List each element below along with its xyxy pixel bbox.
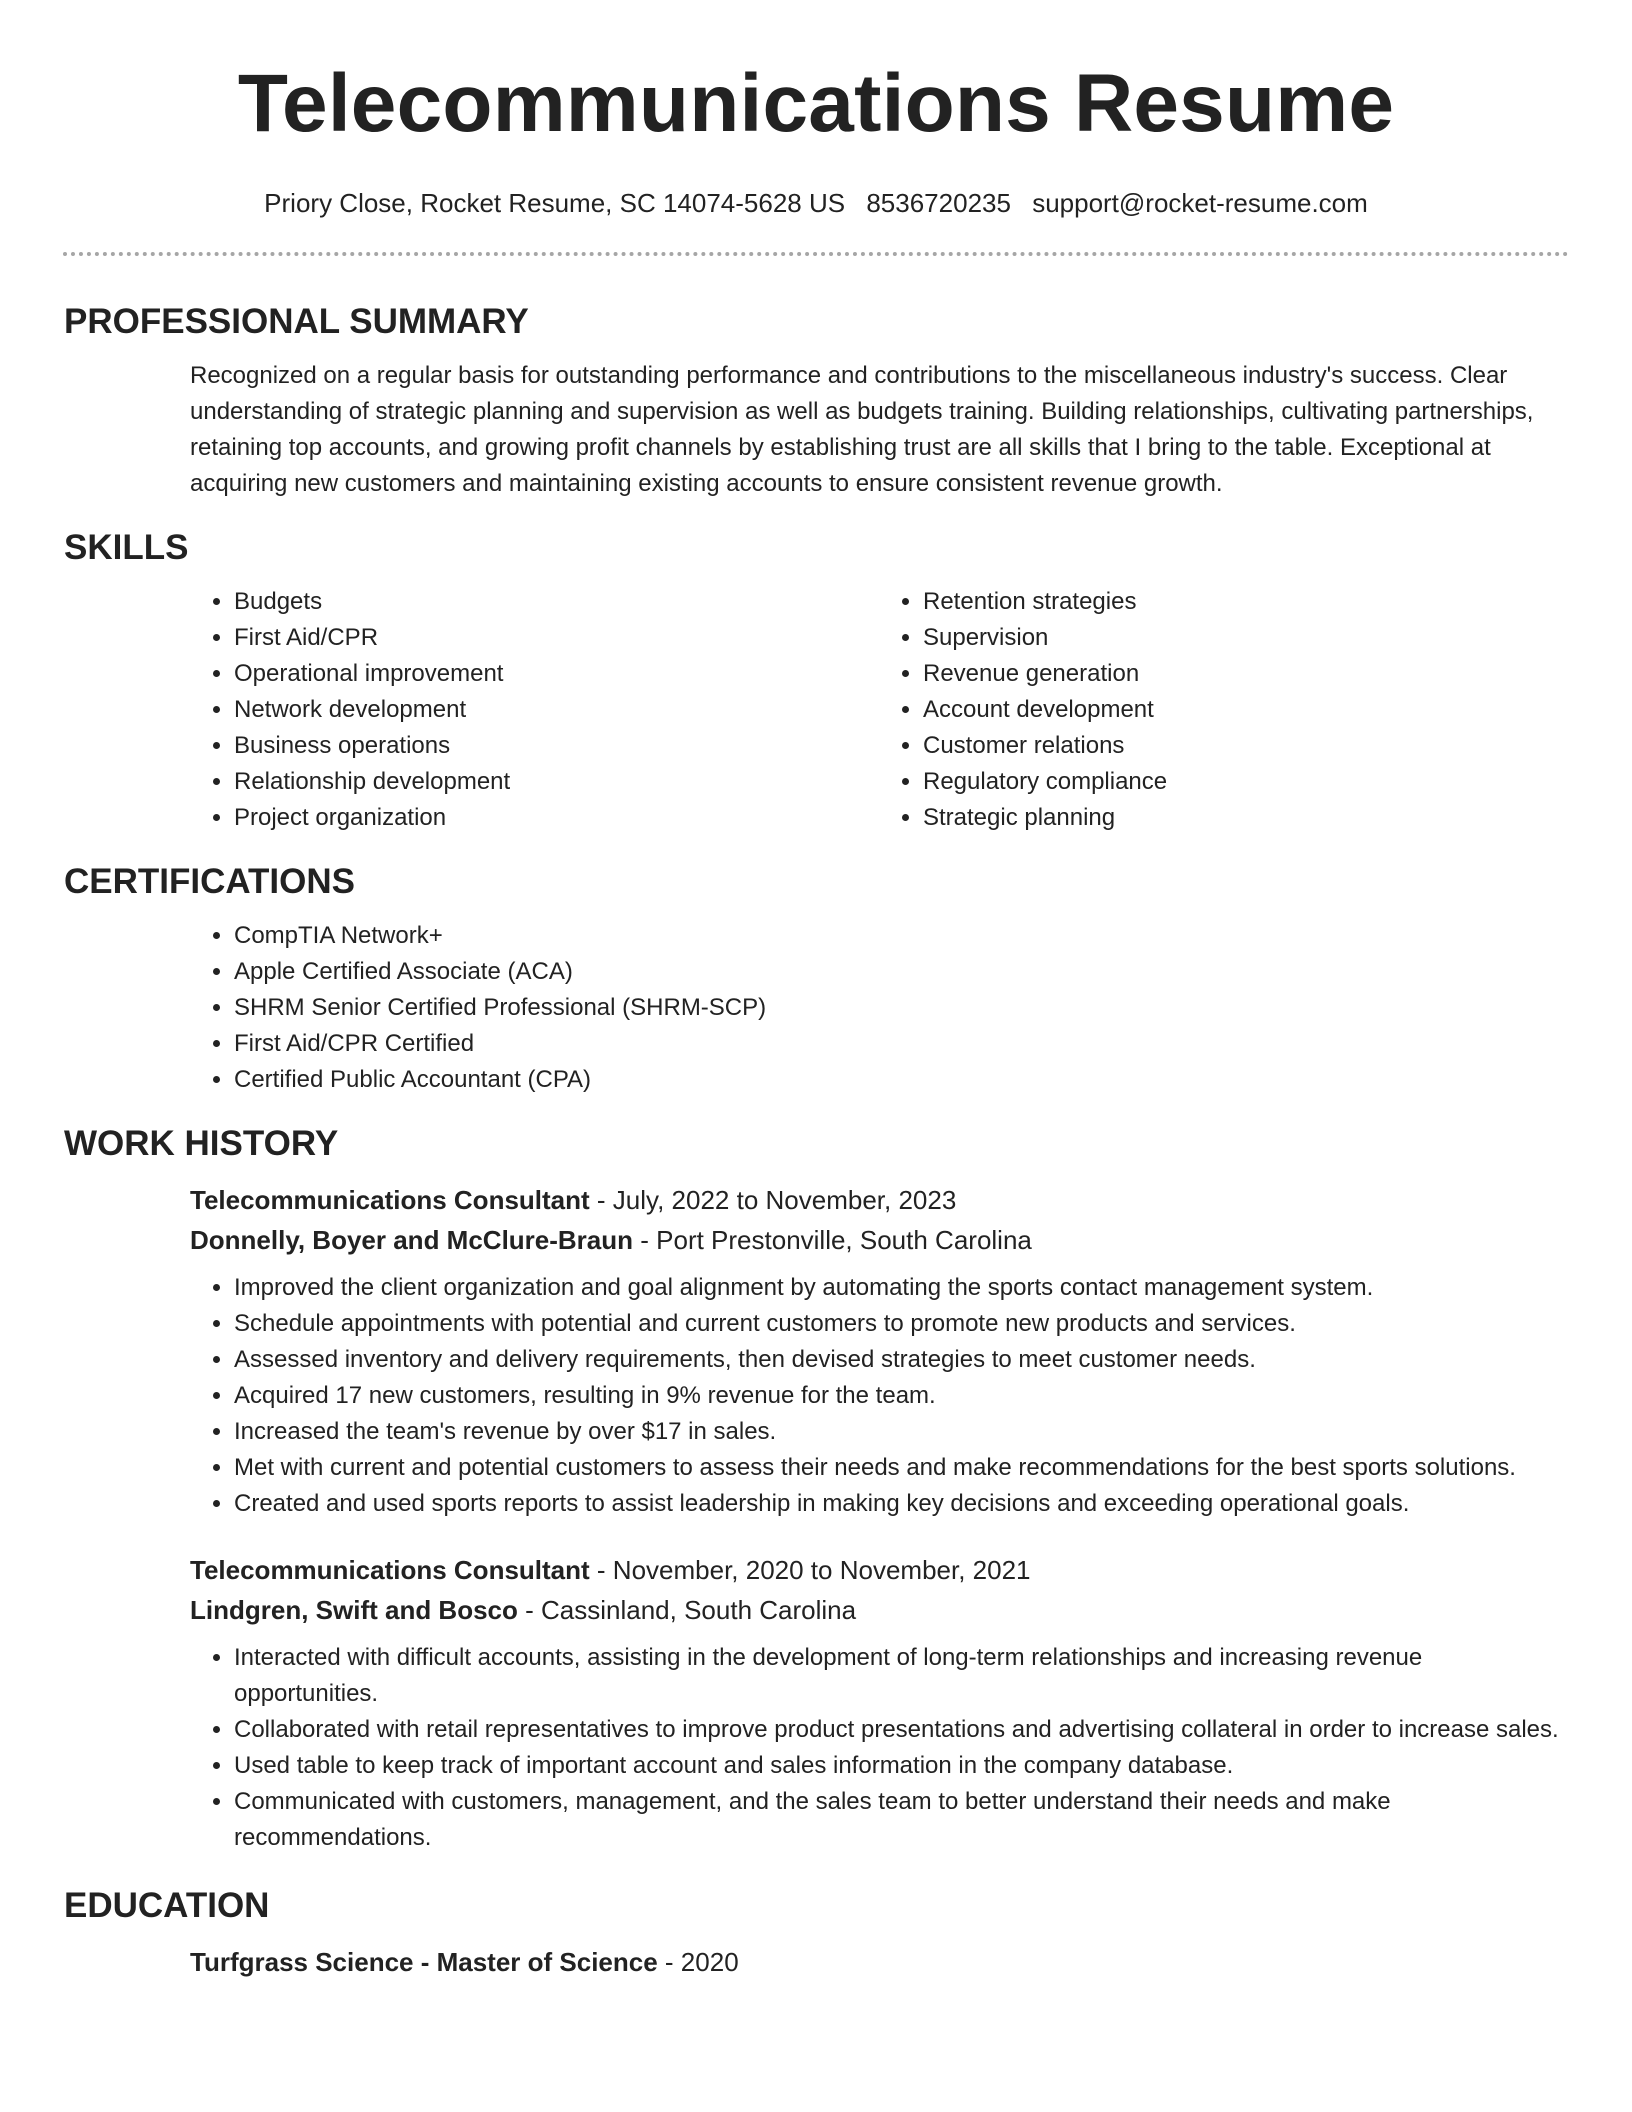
skill-item: • Network development [234,692,879,728]
skill-item: • Supervision [923,620,1568,656]
skill-item: • First Aid/CPR [234,620,879,656]
certifications-heading: CERTIFICATIONS [64,862,356,901]
contact-line [0,188,1632,218]
job-bullet: • Assessed inventory and delivery requirements, then devised strategies to meet customer needs. [234,1342,1568,1378]
education-year: - 2020 [657,1947,739,1977]
certification-item: • First Aid/CPR Certified [234,1026,1568,1062]
summary-heading: PROFESSIONAL SUMMARY [64,302,529,341]
skill-item: • Revenue generation [923,656,1568,692]
skill-item: • Business operations [234,728,879,764]
job-bullet: • Used table to keep track of important account and sales information in the company database. [234,1748,1568,1784]
skill-item: • Project organization [234,800,879,836]
skill-item: • Regulatory compliance [923,764,1568,800]
job-dates: - November, 2020 to November, 2021 [589,1555,1031,1585]
job-bullet: • Met with current and potential customers to assess their needs and make recommendations for the best sports solutions. [234,1450,1568,1486]
job-title: Telecommunications Consultant [190,1555,590,1585]
job-location: - Port Prestonville, South Carolina [633,1225,1032,1255]
job-title-line [190,1180,1568,1220]
work-heading: WORK HISTORY [64,1124,339,1163]
summary-text: Recognized on a regular basis for outstanding performance and contributions to the miscellaneous industry's success. Clear understanding of strategic planning and supervision as well as budgets training. Building relationships, cultivating partnerships, retaining top accounts, and growing profit channels by establishing trust are all skills that I bring to the table. Exceptional at acquiring new customers and maintaining existing accounts to ensure consistent revenue growth. [190,362,1534,497]
resume-header [0,0,1632,218]
education-heading: EDUCATION [64,1886,270,1925]
work-section [64,1122,1568,1856]
skill-item: • Strategic planning [923,800,1568,836]
job-bullet: • Acquired 17 new customers, resulting in 9% revenue for the team. [234,1378,1568,1414]
skill-item: • Account development [923,692,1568,728]
certification-item: • CompTIA Network+ [234,918,1568,954]
job-bullets [190,1640,1568,1856]
education-body [190,1942,1568,1982]
work-body [190,1180,1568,1856]
skill-item: • Operational improvement [234,656,879,692]
certifications-list [190,918,1568,1098]
certification-item: • SHRM Senior Certified Professional (SHRM-SCP) [234,990,1568,1026]
job-dates: - July, 2022 to November, 2023 [589,1185,957,1215]
resume-title: Telecommunications Resume [237,58,1395,149]
skill-item: • Relationship development [234,764,879,800]
skill-item: • Customer relations [923,728,1568,764]
job-company-line [190,1590,1568,1630]
contact-address: Priory Close, Rocket Resume, SC 14074-5628 US [264,188,846,218]
job-bullet: • Communicated with customers, management, and the sales team to better understand their needs and make recommendations. [234,1784,1568,1856]
education-line [190,1942,1568,1982]
skill-item: • Retention strategies [923,584,1568,620]
certifications-body [190,918,1568,1098]
header-divider [63,252,1569,256]
job-title-line [190,1550,1568,1590]
education-degree: Turfgrass Science - Master of Science [190,1947,658,1977]
certification-item: • Certified Public Accountant (CPA) [234,1062,1568,1098]
skills-heading: SKILLS [64,528,189,567]
contact-email: support@rocket-resume.com [1032,188,1368,218]
skills-section [64,526,1568,836]
job-entry [190,1550,1568,1856]
certifications-section [64,860,1568,1098]
job-location: - Cassinland, South Carolina [517,1595,857,1625]
education-section [64,1884,1568,1982]
skills-grid [190,584,1568,836]
job-company: Donnelly, Boyer and McClure-Braun [190,1225,634,1255]
job-bullet: • Schedule appointments with potential and current customers to promote new products and services. [234,1306,1568,1342]
certification-item: • Apple Certified Associate (ACA) [234,954,1568,990]
job-entry [190,1180,1568,1522]
job-bullets [190,1270,1568,1522]
job-bullet: • Increased the team's revenue by over $17 in sales. [234,1414,1568,1450]
skill-item: • Budgets [234,584,879,620]
skills-list-right [879,584,1568,836]
summary-body [190,358,1568,502]
skills-list-left [190,584,879,836]
summary-section [64,300,1568,502]
job-bullet: • Collaborated with retail representatives to improve product presentations and advertising collateral in order to increase sales. [234,1712,1568,1748]
job-bullet: • Improved the client organization and goal alignment by automating the sports contact management system. [234,1270,1568,1306]
contact-phone: 8536720235 [866,188,1011,218]
job-bullet: • Created and used sports reports to assist leadership in making key decisions and exceeding operational goals. [234,1486,1568,1522]
job-title: Telecommunications Consultant [190,1185,590,1215]
job-bullet: • Interacted with difficult accounts, assisting in the development of long-term relationships and increasing revenue opportunities. [234,1640,1568,1712]
job-company: Lindgren, Swift and Bosco [190,1595,518,1625]
job-company-line [190,1220,1568,1260]
